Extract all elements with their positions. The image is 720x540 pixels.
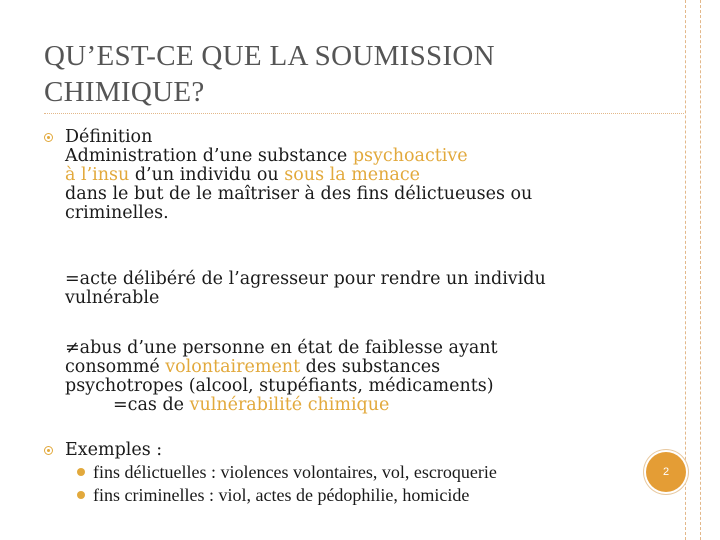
page-number-badge: 2 — [646, 452, 686, 492]
highlight-insu: à l’insu — [65, 165, 130, 185]
definition-line-2 — [65, 166, 532, 185]
definition-line-3: dans le but de le maîtriser à des fins délictueuses ou — [65, 184, 533, 204]
definition-text: d’un individu ou — [129, 165, 285, 185]
slide-title — [44, 38, 644, 110]
decorative-line-right — [700, 0, 702, 540]
highlight-vulnerabilite: vulnérabilité chimique — [189, 395, 390, 415]
abus-text: des substances — [300, 357, 441, 377]
sub-bullet-icon — [77, 468, 85, 476]
exemple-item-1: fins délictuelles : violences volontaires, vol, escroquerie — [93, 462, 497, 482]
definition-line-1 — [65, 147, 532, 166]
sub-bullet-icon — [77, 491, 85, 499]
exemple-item-2: fins criminelles : viol, actes de pédophilie, homicide — [93, 485, 470, 505]
definition-block — [65, 128, 532, 223]
definition-bullet-icon — [44, 133, 53, 142]
slide-title-line-2: CHIMIQUE? — [44, 76, 205, 108]
acte-line-2: vulnérable — [65, 288, 160, 308]
cas-text: =cas de — [113, 395, 190, 415]
exemples-bullet-icon — [44, 446, 53, 455]
acte-line-1: =acte délibéré de l’agresseur pour rendre un individu — [65, 269, 546, 289]
decorative-line-left — [685, 0, 687, 540]
abus-text: consommé — [65, 357, 166, 377]
highlight-menace: sous la menace — [284, 165, 421, 185]
abus-line-2 — [65, 358, 498, 377]
exemples-heading: Exemples : — [65, 440, 163, 460]
definition-line-4: criminelles. — [65, 203, 169, 223]
abus-line-1: ≠abus d’une personne en état de faiblesse ayant — [65, 338, 498, 358]
highlight-volontairement: volontairement — [165, 357, 301, 377]
abus-block — [65, 339, 498, 415]
slide-title-line-1: QU’EST-CE QUE LA SOUMISSION — [44, 40, 495, 72]
highlight-psychoactive: psychoactive — [352, 146, 468, 166]
title-divider — [44, 113, 684, 115]
definition-text: Administration d’une substance — [65, 146, 353, 166]
cas-line — [65, 396, 498, 415]
definition-heading: Définition — [65, 127, 153, 147]
acte-block — [65, 270, 546, 308]
abus-line-3: psychotropes (alcool, stupéfiants, médicaments) — [65, 376, 494, 396]
